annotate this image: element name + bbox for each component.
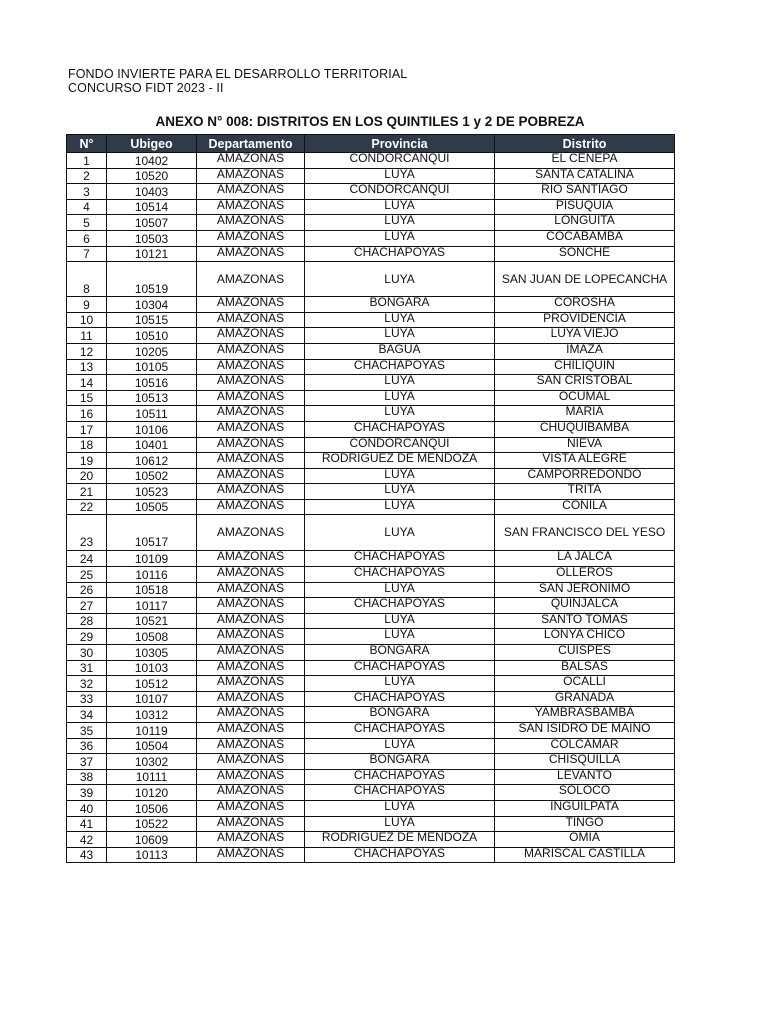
- distrito-cell: TINGO: [495, 816, 675, 832]
- distrito-cell: INGUILPATA: [495, 800, 675, 816]
- provincia-cell: BONGARA: [305, 707, 495, 723]
- row-number: 28: [67, 613, 107, 629]
- provincia-cell: CONDORCANQUI: [305, 184, 495, 200]
- ubigeo-cell: 10111: [107, 769, 197, 785]
- table-row: [67, 421, 675, 437]
- distrito-cell: COROSHA: [495, 297, 675, 313]
- row-number: 25: [67, 567, 107, 583]
- row-number: 14: [67, 375, 107, 391]
- table-row: [67, 800, 675, 816]
- ubigeo-cell: 10520: [107, 168, 197, 184]
- row-number: 36: [67, 738, 107, 754]
- row-number: 11: [67, 328, 107, 344]
- provincia-cell: LUYA: [305, 515, 495, 551]
- row-number: 43: [67, 847, 107, 863]
- distrito-cell: GRANADA: [495, 691, 675, 707]
- ubigeo-cell: 10205: [107, 343, 197, 359]
- ubigeo-cell: 10402: [107, 153, 197, 169]
- table-row: [67, 184, 675, 200]
- ubigeo-cell: 10516: [107, 375, 197, 391]
- table-row: [67, 230, 675, 246]
- distrito-cell: BALSAS: [495, 660, 675, 676]
- departamento-cell: AMAZONAS: [197, 328, 305, 344]
- ubigeo-cell: 10506: [107, 800, 197, 816]
- table-row: [67, 816, 675, 832]
- contest-title: CONCURSO FIDT 2023 - II: [68, 81, 224, 95]
- table-row: [67, 484, 675, 500]
- distrito-cell: MARISCAL CASTILLA: [495, 847, 675, 863]
- row-number: 7: [67, 246, 107, 262]
- provincia-cell: LUYA: [305, 230, 495, 246]
- table-row: [67, 645, 675, 661]
- row-number: 40: [67, 800, 107, 816]
- departamento-cell: AMAZONAS: [197, 359, 305, 375]
- departamento-cell: AMAZONAS: [197, 645, 305, 661]
- table-row: [67, 785, 675, 801]
- departamento-cell: AMAZONAS: [197, 629, 305, 645]
- table-header-row: [67, 135, 675, 153]
- departamento-cell: AMAZONAS: [197, 230, 305, 246]
- distrito-cell: CUISPES: [495, 645, 675, 661]
- table-row: [67, 691, 675, 707]
- ubigeo-cell: 10512: [107, 676, 197, 692]
- departamento-cell: AMAZONAS: [197, 168, 305, 184]
- table-row: [67, 629, 675, 645]
- provincia-cell: LUYA: [305, 582, 495, 598]
- provincia-cell: LUYA: [305, 312, 495, 328]
- provincia-cell: CHACHAPOYAS: [305, 551, 495, 567]
- departamento-cell: AMAZONAS: [197, 437, 305, 453]
- ubigeo-cell: 10511: [107, 406, 197, 422]
- table-row: [67, 769, 675, 785]
- row-number: 34: [67, 707, 107, 723]
- column-header-ubigeo: Ubigeo: [107, 135, 197, 153]
- departamento-cell: AMAZONAS: [197, 199, 305, 215]
- provincia-cell: BONGARA: [305, 297, 495, 313]
- ubigeo-cell: 10504: [107, 738, 197, 754]
- table-row: [67, 375, 675, 391]
- table-row: [67, 437, 675, 453]
- ubigeo-cell: 10507: [107, 215, 197, 231]
- row-number: 30: [67, 645, 107, 661]
- table-row: [67, 199, 675, 215]
- row-number: 22: [67, 499, 107, 515]
- provincia-cell: CHACHAPOYAS: [305, 785, 495, 801]
- distrito-cell: SANTA CATALINA: [495, 168, 675, 184]
- distrito-cell: CHILIQUIN: [495, 359, 675, 375]
- annex-title: ANEXO N° 008: DISTRITOS EN LOS QUINTILES 1 y 2 DE POBREZA: [155, 114, 585, 129]
- distrito-cell: SONCHE: [495, 246, 675, 262]
- row-number: 42: [67, 832, 107, 848]
- table-row: [67, 676, 675, 692]
- row-number: 4: [67, 199, 107, 215]
- distrito-cell: LEVANTO: [495, 769, 675, 785]
- provincia-cell: CHACHAPOYAS: [305, 723, 495, 739]
- row-number: 38: [67, 769, 107, 785]
- distrito-cell: CHISQUILLA: [495, 754, 675, 770]
- distrito-cell: VISTA ALEGRE: [495, 453, 675, 469]
- provincia-cell: LUYA: [305, 800, 495, 816]
- distrito-cell: CHUQUIBAMBA: [495, 421, 675, 437]
- distrito-cell: YAMBRASBAMBA: [495, 707, 675, 723]
- departamento-cell: AMAZONAS: [197, 215, 305, 231]
- provincia-cell: BONGARA: [305, 645, 495, 661]
- ubigeo-cell: 10515: [107, 312, 197, 328]
- ubigeo-cell: 10510: [107, 328, 197, 344]
- departamento-cell: AMAZONAS: [197, 297, 305, 313]
- distrito-cell: QUINJALCA: [495, 598, 675, 614]
- ubigeo-cell: 10508: [107, 629, 197, 645]
- row-number: 32: [67, 676, 107, 692]
- row-number: 39: [67, 785, 107, 801]
- provincia-cell: LUYA: [305, 816, 495, 832]
- ubigeo-cell: 10518: [107, 582, 197, 598]
- ubigeo-cell: 10521: [107, 613, 197, 629]
- departamento-cell: AMAZONAS: [197, 453, 305, 469]
- departamento-cell: AMAZONAS: [197, 390, 305, 406]
- table-row: [67, 297, 675, 313]
- table-row: [67, 312, 675, 328]
- row-number: 5: [67, 215, 107, 231]
- table-row: [67, 598, 675, 614]
- table-row: [67, 723, 675, 739]
- provincia-cell: LUYA: [305, 468, 495, 484]
- provincia-cell: CHACHAPOYAS: [305, 598, 495, 614]
- distrito-cell: LONYA CHICO: [495, 629, 675, 645]
- provincia-cell: CONDORCANQUI: [305, 437, 495, 453]
- table-row: [67, 551, 675, 567]
- distrito-cell: LA JALCA: [495, 551, 675, 567]
- table-row: [67, 707, 675, 723]
- provincia-cell: LUYA: [305, 676, 495, 692]
- departamento-cell: AMAZONAS: [197, 246, 305, 262]
- provincia-cell: LUYA: [305, 199, 495, 215]
- distrito-cell: OCUMAL: [495, 390, 675, 406]
- table-row: [67, 847, 675, 863]
- provincia-cell: CHACHAPOYAS: [305, 847, 495, 863]
- distrito-cell: IMAZA: [495, 343, 675, 359]
- table-row: [67, 343, 675, 359]
- distrito-cell: RIO SANTIAGO: [495, 184, 675, 200]
- row-number: 3: [67, 184, 107, 200]
- column-header-provincia: Provincia: [305, 135, 495, 153]
- distrito-cell: SANTO TOMAS: [495, 613, 675, 629]
- ubigeo-cell: 10502: [107, 468, 197, 484]
- ubigeo-cell: 10113: [107, 847, 197, 863]
- departamento-cell: AMAZONAS: [197, 375, 305, 391]
- departamento-cell: AMAZONAS: [197, 468, 305, 484]
- provincia-cell: CHACHAPOYAS: [305, 246, 495, 262]
- distrito-cell: SAN JERONIMO: [495, 582, 675, 598]
- ubigeo-cell: 10505: [107, 499, 197, 515]
- departamento-cell: AMAZONAS: [197, 567, 305, 583]
- table-row: [67, 613, 675, 629]
- provincia-cell: LUYA: [305, 375, 495, 391]
- table-body: [67, 153, 675, 863]
- column-header-departamento: Departamento: [197, 135, 305, 153]
- provincia-cell: BAGUA: [305, 343, 495, 359]
- provincia-cell: LUYA: [305, 262, 495, 297]
- ubigeo-cell: 10119: [107, 723, 197, 739]
- row-number: 18: [67, 437, 107, 453]
- ubigeo-cell: 10120: [107, 785, 197, 801]
- table-row: [67, 168, 675, 184]
- ubigeo-cell: 10513: [107, 390, 197, 406]
- departamento-cell: AMAZONAS: [197, 515, 305, 551]
- table-row: [67, 738, 675, 754]
- row-number: 26: [67, 582, 107, 598]
- row-number: 33: [67, 691, 107, 707]
- provincia-cell: BONGARA: [305, 754, 495, 770]
- table-row: [67, 582, 675, 598]
- ubigeo-cell: 10109: [107, 551, 197, 567]
- provincia-cell: LUYA: [305, 168, 495, 184]
- ubigeo-cell: 10121: [107, 246, 197, 262]
- provincia-cell: LUYA: [305, 406, 495, 422]
- departamento-cell: AMAZONAS: [197, 406, 305, 422]
- ubigeo-cell: 10519: [107, 262, 197, 297]
- row-number: 20: [67, 468, 107, 484]
- ubigeo-cell: 10305: [107, 645, 197, 661]
- provincia-cell: CHACHAPOYAS: [305, 359, 495, 375]
- ubigeo-cell: 10612: [107, 453, 197, 469]
- provincia-cell: LUYA: [305, 390, 495, 406]
- row-number: 31: [67, 660, 107, 676]
- ubigeo-cell: 10523: [107, 484, 197, 500]
- row-number: 29: [67, 629, 107, 645]
- distrito-cell: SAN ISIDRO DE MAINO: [495, 723, 675, 739]
- ubigeo-cell: 10312: [107, 707, 197, 723]
- provincia-cell: CHACHAPOYAS: [305, 421, 495, 437]
- distrito-cell: EL CENEPA: [495, 153, 675, 169]
- departamento-cell: AMAZONAS: [197, 262, 305, 297]
- table-row: [67, 832, 675, 848]
- table-row: [67, 499, 675, 515]
- row-number: 24: [67, 551, 107, 567]
- departamento-cell: AMAZONAS: [197, 613, 305, 629]
- departamento-cell: AMAZONAS: [197, 484, 305, 500]
- ubigeo-cell: 10514: [107, 199, 197, 215]
- distrito-cell: MARIA: [495, 406, 675, 422]
- table-row: [67, 660, 675, 676]
- table-row: [67, 153, 675, 169]
- fund-title: FONDO INVIERTE PARA EL DESARROLLO TERRITORIAL: [68, 67, 408, 81]
- departamento-cell: AMAZONAS: [197, 582, 305, 598]
- table-row: [67, 468, 675, 484]
- departamento-cell: AMAZONAS: [197, 754, 305, 770]
- row-number: 37: [67, 754, 107, 770]
- departamento-cell: AMAZONAS: [197, 184, 305, 200]
- provincia-cell: LUYA: [305, 738, 495, 754]
- districts-table: [66, 134, 675, 863]
- departamento-cell: AMAZONAS: [197, 676, 305, 692]
- ubigeo-cell: 10517: [107, 515, 197, 551]
- row-number: 35: [67, 723, 107, 739]
- column-header-distrito: Distrito: [495, 135, 675, 153]
- table-row: [67, 754, 675, 770]
- provincia-cell: LUYA: [305, 484, 495, 500]
- provincia-cell: CONDORCANQUI: [305, 153, 495, 169]
- departamento-cell: AMAZONAS: [197, 816, 305, 832]
- distrito-cell: SOLOCO: [495, 785, 675, 801]
- table-row: [67, 215, 675, 231]
- departamento-cell: AMAZONAS: [197, 707, 305, 723]
- departamento-cell: AMAZONAS: [197, 832, 305, 848]
- row-number: 2: [67, 168, 107, 184]
- ubigeo-cell: 10304: [107, 297, 197, 313]
- distrito-cell: SAN JUAN DE LOPECANCHA: [495, 262, 675, 297]
- table-row: [67, 453, 675, 469]
- distrito-cell: OLLEROS: [495, 567, 675, 583]
- provincia-cell: CHACHAPOYAS: [305, 769, 495, 785]
- distrito-cell: PROVIDENCIA: [495, 312, 675, 328]
- ubigeo-cell: 10403: [107, 184, 197, 200]
- departamento-cell: AMAZONAS: [197, 800, 305, 816]
- distrito-cell: NIEVA: [495, 437, 675, 453]
- departamento-cell: AMAZONAS: [197, 723, 305, 739]
- ubigeo-cell: 10107: [107, 691, 197, 707]
- departamento-cell: AMAZONAS: [197, 153, 305, 169]
- row-number: 12: [67, 343, 107, 359]
- row-number: 9: [67, 297, 107, 313]
- distrito-cell: SAN FRANCISCO DEL YESO: [495, 515, 675, 551]
- departamento-cell: AMAZONAS: [197, 785, 305, 801]
- distrito-cell: OMIA: [495, 832, 675, 848]
- provincia-cell: LUYA: [305, 613, 495, 629]
- ubigeo-cell: 10103: [107, 660, 197, 676]
- departamento-cell: AMAZONAS: [197, 847, 305, 863]
- departamento-cell: AMAZONAS: [197, 312, 305, 328]
- row-number: 15: [67, 390, 107, 406]
- row-number: 23: [67, 515, 107, 551]
- row-number: 19: [67, 453, 107, 469]
- column-header-number: N°: [67, 135, 107, 153]
- distrito-cell: COLCAMAR: [495, 738, 675, 754]
- table-row: [67, 567, 675, 583]
- table-row: [67, 390, 675, 406]
- row-number: 27: [67, 598, 107, 614]
- distrito-cell: OCALLI: [495, 676, 675, 692]
- provincia-cell: LUYA: [305, 328, 495, 344]
- provincia-cell: CHACHAPOYAS: [305, 567, 495, 583]
- distrito-cell: LUYA VIEJO: [495, 328, 675, 344]
- table-row: [67, 515, 675, 551]
- table-row: [67, 262, 675, 297]
- provincia-cell: LUYA: [305, 499, 495, 515]
- provincia-cell: CHACHAPOYAS: [305, 691, 495, 707]
- departamento-cell: AMAZONAS: [197, 691, 305, 707]
- distrito-cell: LONGUITA: [495, 215, 675, 231]
- ubigeo-cell: 10116: [107, 567, 197, 583]
- row-number: 21: [67, 484, 107, 500]
- departamento-cell: AMAZONAS: [197, 660, 305, 676]
- ubigeo-cell: 10522: [107, 816, 197, 832]
- table-row: [67, 328, 675, 344]
- provincia-cell: LUYA: [305, 629, 495, 645]
- row-number: 1: [67, 153, 107, 169]
- distrito-cell: CAMPORREDONDO: [495, 468, 675, 484]
- ubigeo-cell: 10106: [107, 421, 197, 437]
- row-number: 8: [67, 262, 107, 297]
- departamento-cell: AMAZONAS: [197, 421, 305, 437]
- table-row: [67, 359, 675, 375]
- table-row: [67, 246, 675, 262]
- provincia-cell: RODRIGUEZ DE MENDOZA: [305, 453, 495, 469]
- distrito-cell: SAN CRISTOBAL: [495, 375, 675, 391]
- ubigeo-cell: 10503: [107, 230, 197, 246]
- provincia-cell: CHACHAPOYAS: [305, 660, 495, 676]
- row-number: 13: [67, 359, 107, 375]
- ubigeo-cell: 10609: [107, 832, 197, 848]
- distrito-cell: TRITA: [495, 484, 675, 500]
- row-number: 41: [67, 816, 107, 832]
- departamento-cell: AMAZONAS: [197, 551, 305, 567]
- ubigeo-cell: 10302: [107, 754, 197, 770]
- row-number: 17: [67, 421, 107, 437]
- ubigeo-cell: 10117: [107, 598, 197, 614]
- departamento-cell: AMAZONAS: [197, 343, 305, 359]
- provincia-cell: LUYA: [305, 215, 495, 231]
- ubigeo-cell: 10401: [107, 437, 197, 453]
- distrito-cell: COCABAMBA: [495, 230, 675, 246]
- row-number: 6: [67, 230, 107, 246]
- departamento-cell: AMAZONAS: [197, 598, 305, 614]
- departamento-cell: AMAZONAS: [197, 769, 305, 785]
- provincia-cell: RODRIGUEZ DE MENDOZA: [305, 832, 495, 848]
- departamento-cell: AMAZONAS: [197, 499, 305, 515]
- row-number: 16: [67, 406, 107, 422]
- row-number: 10: [67, 312, 107, 328]
- ubigeo-cell: 10105: [107, 359, 197, 375]
- distrito-cell: PISUQUIA: [495, 199, 675, 215]
- distrito-cell: CONILA: [495, 499, 675, 515]
- table-row: [67, 406, 675, 422]
- departamento-cell: AMAZONAS: [197, 738, 305, 754]
